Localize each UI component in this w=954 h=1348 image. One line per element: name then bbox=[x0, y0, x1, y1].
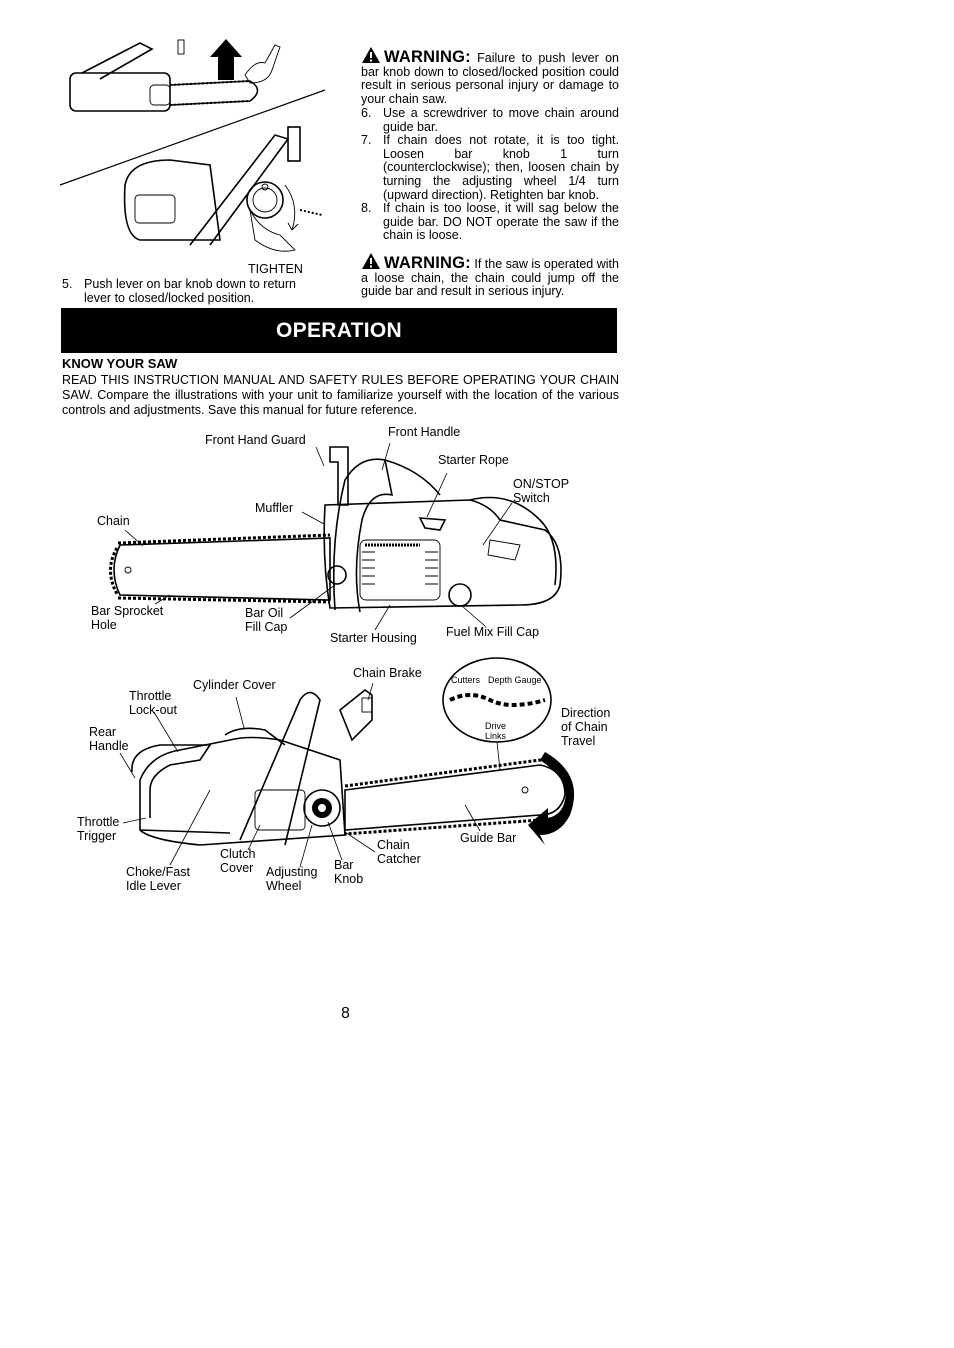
warning-block-1 bbox=[361, 46, 619, 106]
label-choke-fast-idle-lever: Choke/Fast Idle Lever bbox=[126, 865, 190, 893]
label-adjusting-wheel: Adjusting Wheel bbox=[266, 865, 318, 893]
label-starter-housing: Starter Housing bbox=[330, 631, 417, 645]
list-item bbox=[361, 107, 619, 134]
warning-text: If the saw is operated with a loose chain, the chain could jump off the guide bar and result in serious injury. bbox=[361, 257, 619, 299]
warning-heading: WARNING: bbox=[384, 254, 471, 272]
label-depth-gauge: Depth Gauge bbox=[488, 675, 542, 685]
section-title-banner bbox=[61, 308, 617, 353]
step-5-number: 5. bbox=[62, 277, 73, 291]
label-bar-oil-fill-cap: Bar Oil Fill Cap bbox=[245, 606, 288, 634]
chain-adjust-illustration bbox=[60, 35, 330, 275]
label-chain: Chain bbox=[97, 514, 130, 528]
label-direction-of-chain-travel: Direction of Chain Travel bbox=[561, 706, 611, 748]
step-number: 8. bbox=[361, 201, 372, 216]
warning-heading: WARNING: bbox=[384, 48, 471, 66]
warning-icon bbox=[361, 46, 381, 64]
label-cylinder-cover: Cylinder Cover bbox=[193, 678, 276, 692]
label-cutters: Cutters bbox=[451, 675, 481, 685]
tighten-label: TIGHTEN bbox=[248, 262, 303, 276]
label-fuel-mix-fill-cap: Fuel Mix Fill Cap bbox=[446, 625, 540, 639]
page-number: 8 bbox=[341, 1005, 350, 1022]
label-throttle-trigger: Throttle Trigger bbox=[77, 815, 120, 843]
label-throttle-lockout: Throttle Lock-out bbox=[129, 689, 177, 717]
step-text: Use a screwdriver to move chain around guide bar. bbox=[383, 106, 619, 134]
step-5-text: Push lever on bar knob down to return lever to closed/locked position. bbox=[84, 277, 296, 305]
label-starter-rope: Starter Rope bbox=[438, 453, 509, 467]
label-front-hand-guard: Front Hand Guard bbox=[205, 433, 306, 447]
label-muffler: Muffler bbox=[255, 501, 293, 515]
step-text: If chain does not rotate, it is too tight. Loosen bar knob 1 turn (counterclockwise); then, loosen chain by turning the adjusting wheel 1/4 turn (upward direction). Retighten bar knob. bbox=[383, 133, 619, 202]
label-chain-brake: Chain Brake bbox=[353, 666, 422, 680]
label-bar-sprocket-hole: Bar Sprocket Hole bbox=[91, 604, 164, 632]
list-item bbox=[361, 134, 619, 202]
label-guide-bar: Guide Bar bbox=[460, 831, 517, 845]
label-drive-links: Drive Links bbox=[485, 721, 507, 741]
know-your-saw-text: READ THIS INSTRUCTION MANUAL AND SAFETY RULES BEFORE OPERATING YOUR CHAIN SAW. Compare the illustrations with your unit to familiarize yourself with the location of the various controls and adjustments. Save this manual for future reference. bbox=[62, 373, 619, 417]
label-front-handle: Front Handle bbox=[388, 425, 461, 439]
step-5 bbox=[62, 278, 324, 305]
label-bar-knob: Bar Knob bbox=[334, 858, 364, 886]
step-number: 6. bbox=[361, 106, 372, 120]
section-title: OPERATION bbox=[276, 318, 402, 342]
step-number: 7. bbox=[361, 133, 372, 148]
list-item bbox=[361, 202, 619, 243]
step-text: If chain is too loose, it will sag below the guide bar. DO NOT operate the saw if the chain is loose. bbox=[383, 201, 619, 243]
know-your-saw-heading: KNOW YOUR SAW bbox=[62, 356, 178, 371]
label-chain-catcher: Chain Catcher bbox=[377, 838, 421, 866]
warning-text: Failure to push lever on bar knob down to closed/locked position could result in serious personal injury or damage to your chain saw. bbox=[361, 51, 619, 106]
warning-block-2 bbox=[361, 252, 619, 299]
label-on-stop-switch: ON/STOP Switch bbox=[513, 477, 570, 505]
label-rear-handle: Rear Handle bbox=[89, 725, 129, 753]
label-clutch-cover: Clutch Cover bbox=[220, 847, 256, 875]
steps-list bbox=[361, 107, 619, 243]
warning-icon bbox=[361, 252, 381, 270]
